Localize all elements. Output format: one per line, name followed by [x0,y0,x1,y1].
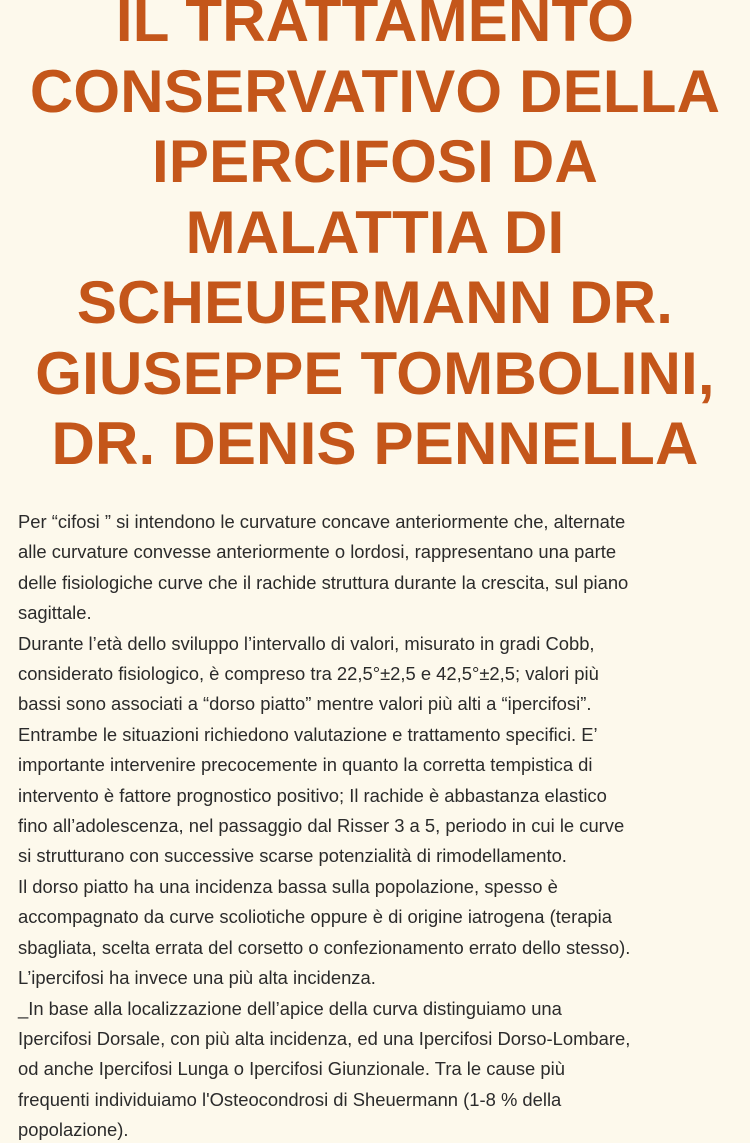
body-line: _In base alla localizzazione dell’apice della curva distinguiamo una [18,997,562,1019]
body-line: L’ipercifosi ha invece una più alta incidenza. [18,967,376,989]
body-line: sagittale. [18,602,92,624]
title-line: MALATTIA DI [185,198,565,266]
title-line: DR. DENIS PENNELLA [51,410,699,477]
title-line: IPERCIFOSI DA [152,128,598,195]
title-line: SCHEUERMANN DR. [76,269,674,336]
body-line: frequenti individuiamo l'Osteocondrosi di Sheuermann (1-8 % della [18,1088,562,1110]
body-line: importante intervenire precocemente in quanto la corretta tempistica di [18,754,593,776]
body-line: intervento è fattore prognostico positivo; Il rachide è abbastanza elastico [18,784,607,806]
article-body [18,507,740,1143]
body-line: Entrambe le situazioni richiedono valutazione e trattamento specifici. E’ [18,723,598,745]
body-line: alle curvature convesse anteriormente o lordosi, rappresentano una parte [18,541,617,563]
article-title [10,0,740,480]
title-line: CONSERVATIVO DELLA [29,57,721,125]
body-line: Ipercifosi Dorsale, con più alta incidenza, ed una Ipercifosi Dorso-Lombare, [18,1027,631,1049]
body-line: od anche Ipercifosi Lunga o Ipercifosi Giunzionale. Tra le cause più [18,1058,565,1080]
body-line: fino all’adolescenza, nel passaggio dal Risser 3 a 5, periodo in cui le curve [18,815,625,837]
body-line: Il dorso piatto ha una incidenza bassa sulla popolazione, spesso è [18,875,558,897]
body-line: si strutturano con successive scarse potenzialità di rimodellamento. [18,845,567,867]
body-line: accompagnato da curve scoliotiche oppure è di origine iatrogena (terapia [18,906,612,928]
title-line: IL TRATTAMENTO [115,0,635,54]
body-line: Durante l’età dello sviluppo l’intervallo di valori, misurato in gradi Cobb, [18,632,595,654]
body-line: bassi sono associati a “dorso piatto” mentre valori più alti a “ipercifosi”. [18,693,592,715]
body-line: sbagliata, scelta errata del corsetto o confezionamento errato dello stesso). [18,936,631,958]
body-line: Per “cifosi ” si intendono le curvature concave anteriormente che, alternate [18,511,626,532]
body-line: considerato fisiologico, è compreso tra 22,5°±2,5 e 42,5°±2,5; valori più [18,663,599,685]
body-line: popolazione). [18,1119,129,1141]
title-line: GIUSEPPE TOMBOLINI, [35,339,715,407]
body-line: delle fisiologiche curve che il rachide struttura durante la crescita, sul piano [18,571,629,593]
